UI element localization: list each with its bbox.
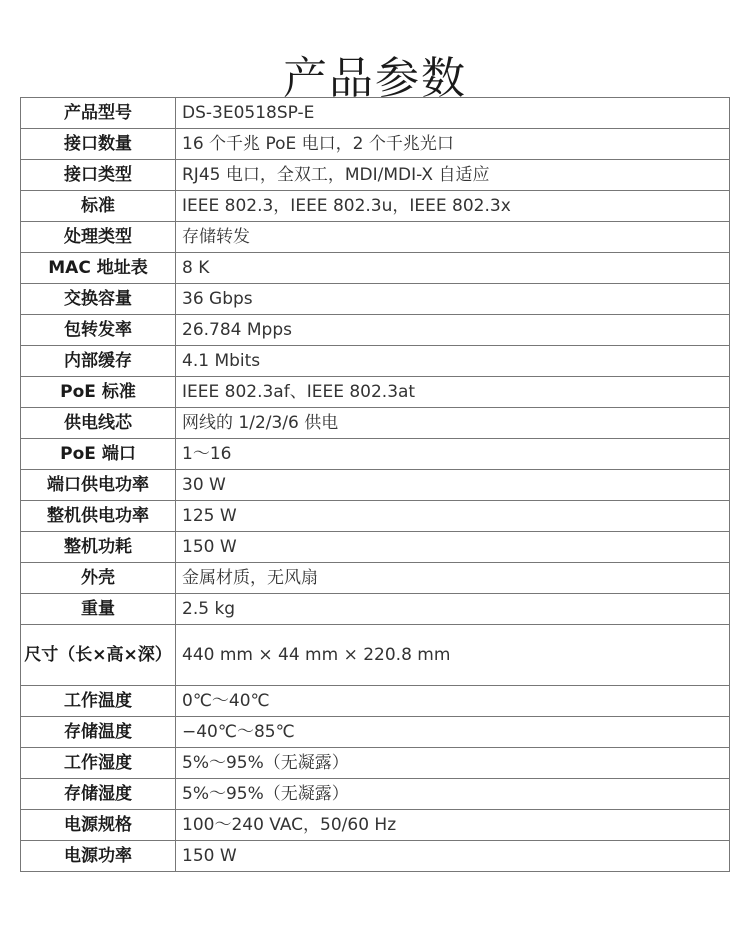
spec-value: 网线的 1/2/3/6 供电 [176,408,730,439]
spec-value: IEEE 802.3af、IEEE 802.3at [176,377,730,408]
spec-value: RJ45 电口，全双工，MDI/MDI-X 自适应 [176,160,730,191]
spec-value: 5%～95%（无凝露） [176,779,730,810]
table-row [21,594,730,625]
table-row [21,346,730,377]
spec-label: 供电线芯 [21,408,176,439]
table-row [21,501,730,532]
table-row [21,686,730,717]
table-row [21,377,730,408]
spec-value: 100～240 VAC，50/60 Hz [176,810,730,841]
spec-label: MAC 地址表 [21,253,176,284]
spec-label: 工作湿度 [21,748,176,779]
spec-label: 电源规格 [21,810,176,841]
table-row [21,129,730,160]
table-row [21,532,730,563]
spec-label: 存储湿度 [21,779,176,810]
spec-label: 处理类型 [21,222,176,253]
spec-label: 接口数量 [21,129,176,160]
spec-label: 尺寸（长×高×深） [21,625,176,686]
table-row [21,222,730,253]
spec-value: 26.784 Mpps [176,315,730,346]
table-row [21,160,730,191]
spec-label: 接口类型 [21,160,176,191]
spec-value: 0℃～40℃ [176,686,730,717]
table-row [21,470,730,501]
spec-label: 标准 [21,191,176,222]
spec-label: PoE 端口 [21,439,176,470]
spec-value: 16 个千兆 PoE 电口，2 个千兆光口 [176,129,730,160]
spec-label: 工作温度 [21,686,176,717]
spec-label: 产品型号 [21,98,176,129]
table-row [21,810,730,841]
spec-value: 150 W [176,841,730,872]
spec-value: 2.5 kg [176,594,730,625]
spec-value: 4.1 Mbits [176,346,730,377]
spec-label: PoE 标准 [21,377,176,408]
spec-value: −40℃～85℃ [176,717,730,748]
table-row [21,253,730,284]
spec-table [20,97,730,872]
table-row [21,748,730,779]
spec-value: 36 Gbps [176,284,730,315]
spec-value: 金属材质，无风扇 [176,563,730,594]
spec-value: 125 W [176,501,730,532]
spec-label: 交换容量 [21,284,176,315]
page-title: 产品参数 [283,53,467,105]
table-row [21,841,730,872]
table-row [21,191,730,222]
spec-label: 外壳 [21,563,176,594]
spec-value: 8 K [176,253,730,284]
spec-value: IEEE 802.3，IEEE 802.3u，IEEE 802.3x [176,191,730,222]
table-row [21,315,730,346]
spec-value: 30 W [176,470,730,501]
spec-value: 440 mm × 44 mm × 220.8 mm [176,625,730,686]
table-row [21,717,730,748]
spec-label: 存储温度 [21,717,176,748]
table-row [21,563,730,594]
spec-value: DS-3E0518SP-E [176,98,730,129]
table-row [21,408,730,439]
spec-label: 电源功率 [21,841,176,872]
table-row [21,98,730,129]
table-row [21,779,730,810]
spec-label: 内部缓存 [21,346,176,377]
table-row [21,439,730,470]
spec-label: 整机供电功率 [21,501,176,532]
spec-value: 存储转发 [176,222,730,253]
spec-label: 端口供电功率 [21,470,176,501]
spec-label: 整机功耗 [21,532,176,563]
table-row [21,625,730,686]
spec-label: 重量 [21,594,176,625]
spec-label: 包转发率 [21,315,176,346]
spec-value: 5%～95%（无凝露） [176,748,730,779]
spec-value: 150 W [176,532,730,563]
table-row [21,284,730,315]
spec-value: 1～16 [176,439,730,470]
